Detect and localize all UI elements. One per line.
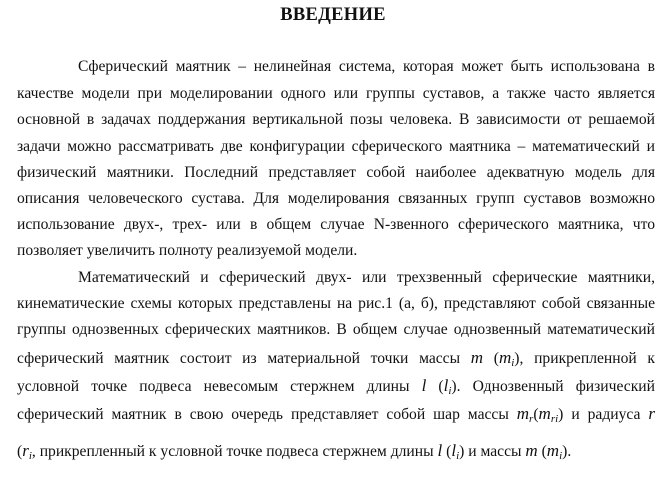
text-run: и массы [468, 443, 522, 460]
math-symbol-m: m [525, 441, 538, 460]
math-subscript: i [456, 450, 460, 462]
text-run: сферический маятник в свою очередь представляет собой шар массы [17, 406, 509, 423]
text-run: условной точке подвеса невесомым стержнем длины [17, 378, 410, 395]
math-symbol-m: m [498, 348, 512, 367]
math-paren: ( [438, 378, 444, 395]
math-subscript: r [529, 413, 534, 425]
paragraph-line: кинематические схемы которых представлены на рис.1 (а, б), представляют собой связанные [17, 295, 655, 312]
math-symbol-l: l [437, 441, 443, 460]
math-paren: ) [558, 406, 564, 423]
math-formula-radius [17, 443, 32, 460]
math-subscript: ri [550, 413, 559, 425]
math-symbol-m: m [516, 404, 530, 423]
math-formula-rod-length [438, 443, 465, 460]
math-symbol-m: m [470, 348, 484, 367]
math-paren: ( [533, 406, 539, 423]
math-formula-length [422, 378, 457, 395]
paragraph-line [17, 348, 655, 370]
math-subscript: i [511, 357, 515, 369]
math-symbol-m: m [538, 404, 551, 423]
math-formula-mass [525, 443, 567, 460]
paragraph-line: качестве модели при моделировании одного или группы суставов, а также часто является [17, 85, 655, 102]
paragraph-line [17, 376, 655, 398]
paragraph-line: использование двух-, трех- или в общем случае N-звенного сферического маятника, что [17, 216, 655, 233]
text-run: . [567, 443, 572, 460]
math-paren: ( [493, 350, 499, 367]
text-run: . Однозвенный физический [456, 378, 655, 395]
text-run: сферический маятник состоит из материальной точки массы [17, 350, 461, 367]
math-paren: ) [451, 378, 457, 395]
math-paren: ) [514, 350, 520, 367]
paragraph-line: Сферический маятник – нелинейная система, которая может быть использована в [78, 58, 655, 75]
math-formula-ball-mass [517, 406, 564, 423]
paragraph-line: описания человеческого сустава. Для моделирования связанных групп суставов возможно [17, 190, 655, 207]
math-symbol-l: l [451, 441, 457, 460]
math-formula-mass [471, 350, 520, 367]
math-subscript: i [448, 385, 452, 397]
paragraph-line: основной в задачах поддержания вертикальной позы человека. В зависимости от решаемой [17, 111, 655, 128]
math-paren: ) [459, 443, 465, 460]
paragraph-line: физический маятники. Последний представляет собой наиболее адекватную модель для [17, 164, 655, 181]
paragraph-line: позволяет увеличить полноту реализуемой модели. [17, 242, 358, 259]
math-symbol-l: l [443, 376, 449, 395]
math-symbol-m: m [546, 441, 560, 460]
text-run: и радиуса [571, 406, 641, 423]
math-paren: ( [541, 443, 547, 460]
paragraph-line: Математический и сферический двух- или трехзвенный сферические маятники, [78, 269, 655, 286]
paragraph-line [17, 404, 655, 426]
math-paren: ( [446, 443, 452, 460]
paragraph-line [17, 441, 655, 463]
math-paren: ( [17, 443, 23, 460]
text-run: , прикрепленной к [519, 350, 655, 367]
section-heading: ВВЕДЕНИЕ [280, 5, 386, 25]
math-symbol-r: r [22, 441, 29, 460]
math-subscript: i [559, 450, 563, 462]
paragraph-line: группы однозвенных сферических маятников. В общем случае однозвенный математический [17, 321, 655, 338]
text-run: , прикрепленный к условной точке подвеса стержнем длины [31, 443, 434, 460]
math-subscript: i [28, 450, 32, 462]
math-symbol-r: r [648, 404, 656, 423]
math-paren: ) [562, 443, 568, 460]
math-symbol-l: l [421, 376, 427, 395]
paragraph-line: задачи можно рассматривать две конфигурации сферического маятника – математический и [17, 138, 655, 155]
